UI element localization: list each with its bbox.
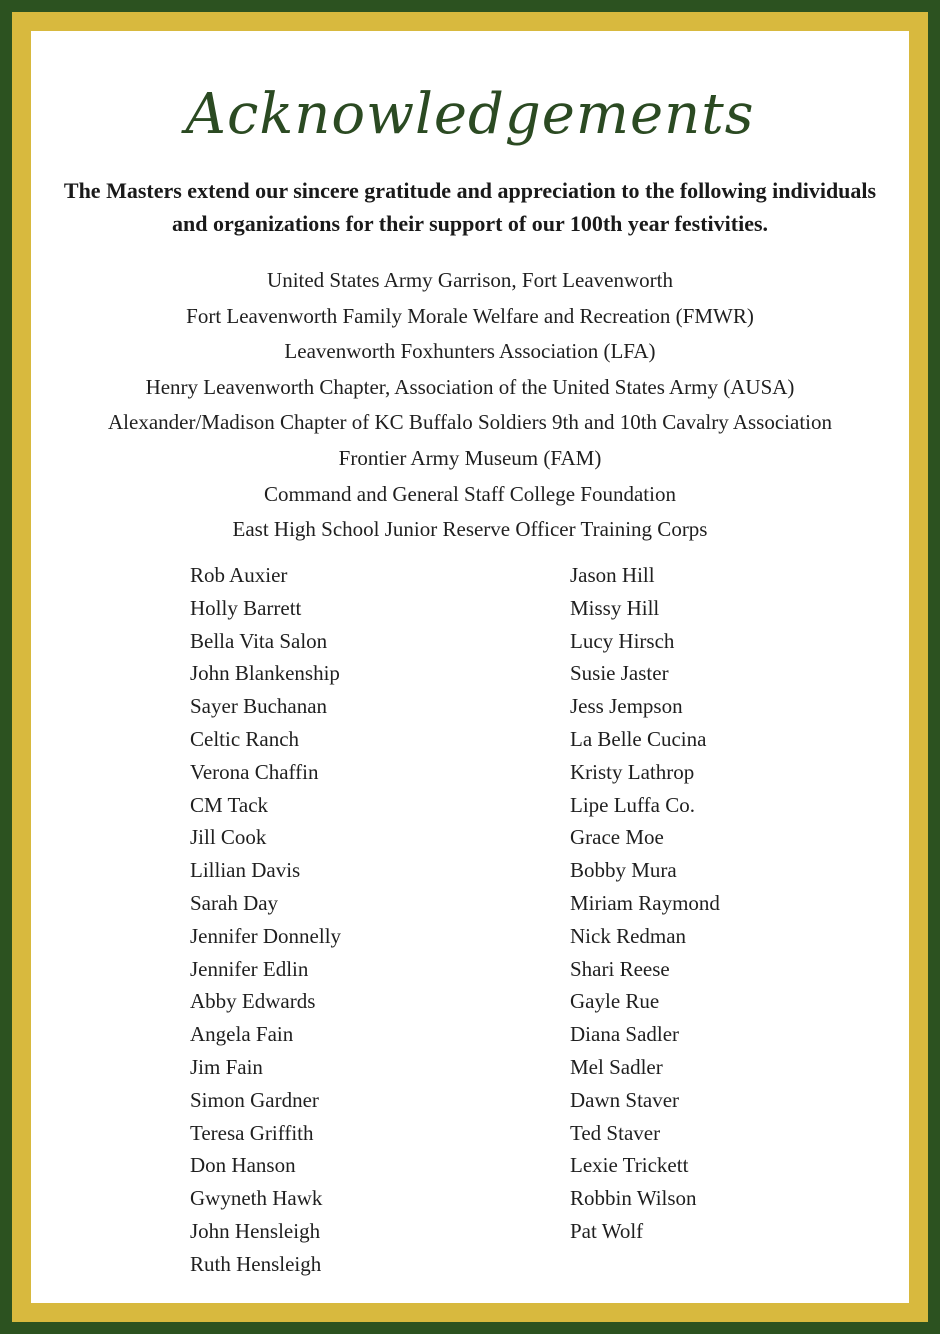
name-item: Sarah Day [190,890,279,915]
name-item: Kristy Lathrop [570,759,695,784]
name-item: Verona Chaffin [190,759,319,784]
name-item: John Blankenship [190,661,340,686]
name-item: John Hensleigh [190,1218,321,1243]
name-item: Jess Jempson [570,694,683,719]
name-item: Teresa Griffith [190,1120,314,1145]
name-item: Bobby Mura [570,858,677,883]
names-column-left [190,559,341,1281]
name-item: Susie Jaster [570,661,669,686]
name-item: Don Hanson [190,1153,296,1178]
name-item: Celtic Ranch [190,726,300,751]
name-item: Dawn Staver [570,1087,680,1112]
name-item: Jennifer Edlin [190,956,309,981]
intro-paragraph: The Masters extend our sincere gratitude and appreciation to the following individuals and organizations for their support of our 100th year festivities. [63,178,877,236]
organization-item: Alexander/Madison Chapter of KC Buffalo Soldiers 9th and 10th Cavalry Association [108,410,832,435]
names-column-right [570,559,720,1248]
name-item: Ruth Hensleigh [190,1251,322,1276]
name-item: Jim Fain [190,1054,263,1079]
name-item: Shari Reese [570,956,670,981]
name-item: Jennifer Donnelly [190,923,342,948]
name-item: Lexie Trickett [570,1153,689,1178]
organization-list [31,263,909,548]
name-item: Lillian Davis [190,858,301,883]
organization-item: Leavenworth Foxhunters Association (LFA) [284,339,656,364]
name-item: Jill Cook [190,825,267,850]
name-item: Abby Edwards [190,989,316,1014]
organization-item: East High School Junior Reserve Officer Training Corps [232,517,708,542]
organization-item: Command and General Staff College Foundation [264,481,676,506]
name-item: Nick Redman [570,923,687,948]
name-item: Ted Staver [570,1120,661,1145]
organization-item: Henry Leavenworth Chapter, Association of the United States Army (AUSA) [145,374,795,399]
page-title: Acknowledgements [185,82,755,147]
name-item: Grace Moe [570,825,664,850]
organization-item: Fort Leavenworth Family Morale Welfare and Recreation (FMWR) [186,303,754,328]
name-item: Rob Auxier [190,563,288,587]
name-item: CM Tack [190,792,269,817]
name-item: Robbin Wilson [570,1186,697,1211]
name-item: Angela Fain [190,1022,294,1047]
name-item: Pat Wolf [570,1218,644,1243]
name-item: Gayle Rue [570,989,660,1014]
name-item: Jason Hill [570,563,655,587]
organization-item: United States Army Garrison, Fort Leavenworth [267,268,673,292]
name-item: Miriam Raymond [570,890,720,915]
organization-item: Frontier Army Museum (FAM) [338,445,602,470]
name-item: Lipe Luffa Co. [570,792,695,817]
name-item: La Belle Cucina [570,726,707,751]
name-item: Sayer Buchanan [190,694,328,719]
name-item: Holly Barrett [190,595,302,620]
name-item: Simon Gardner [190,1087,319,1112]
name-item: Bella Vita Salon [190,628,328,653]
name-item: Diana Sadler [570,1022,680,1047]
name-item: Missy Hill [570,595,660,620]
name-item: Lucy Hirsch [570,628,675,653]
name-item: Gwyneth Hawk [190,1186,323,1211]
name-item: Mel Sadler [570,1054,663,1079]
document-page [31,31,909,1303]
